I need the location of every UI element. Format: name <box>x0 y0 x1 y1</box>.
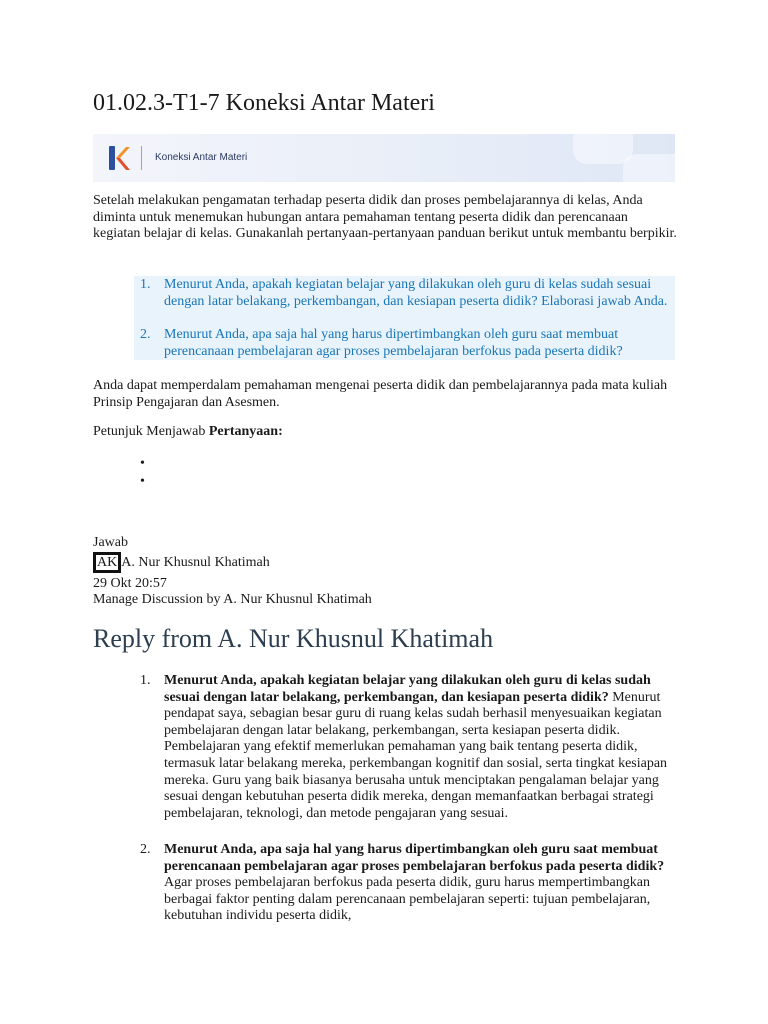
question-number: 1. <box>140 277 151 292</box>
manage-discussion-link[interactable]: Manage Discussion by A. Nur Khusnul Khatimah <box>93 592 372 607</box>
author-line <box>93 552 270 573</box>
answer-text <box>164 842 674 925</box>
answer-text <box>164 673 674 822</box>
banner-decoration <box>573 134 633 164</box>
course-banner <box>93 134 675 182</box>
k-logo-icon <box>107 144 131 172</box>
answer-body: Menurut pendapat saya, sebagian besar guru di ruang kelas sudah berhasil menyesuaikan kegiatan pembelajaran dengan latar belakang, perkembangan, serta kesiapan peserta didik. Pembelajaran yang efektif memerlukan pemahaman yang baik tentang peserta didik, termasuk latar belakang mereka, perkembangan kognitif dan sosial, serta tingkat kesiapan mereka. Guru yang baik biasanya berusaha untuk menciptakan pengalaman belajar yang sesuai dengan kebutuhan peserta didik mereka, dengan memanfaatkan berbagai strategi pembelajaran, teknologi, dan metode pengajaran yang sesuai. <box>164 689 668 821</box>
author-name[interactable]: A. Nur Khusnul Khatimah <box>121 555 270 570</box>
question-number: 2. <box>140 327 151 342</box>
banner-title: Koneksi Antar Materi <box>155 152 248 163</box>
answer-number: 2. <box>140 842 151 857</box>
reply-heading: Reply from A. Nur Khusnul Khatimah <box>93 624 494 653</box>
page-title: 01.02.3-T1-7 Koneksi Antar Materi <box>93 90 435 116</box>
post-timestamp: 29 Okt 20:57 <box>93 576 167 591</box>
banner-divider <box>141 146 142 170</box>
intro-paragraph: Setelah melakukan pengamatan terhadap peserta didik dan proses pembelajarannya di kelas, Anda diminta untuk menemukan hubungan antara pemahaman tentang peserta didik dan perencanaan kegiatan belajar di kelas. Gunakanlah pertanyaan-pertanyaan panduan berikut untuk membantu berpikir. <box>93 193 677 241</box>
question-text: Menurut Anda, apakah kegiatan belajar yang dilakukan oleh guru di kelas sudah sesuai dengan latar belakang, perkembangan, dan kesiapan peserta didik? Elaborasi jawab Anda. <box>164 277 668 309</box>
answer-body: Agar proses pembelajaran berfokus pada peserta didik, guru harus mempertimbangkan berbagai faktor penting dalam perencanaan pembelajaran seperti: tujuan pembelajaran, kebutuhan individu peserta didik, <box>164 875 651 924</box>
deepen-paragraph: Anda dapat memperdalam pemahaman mengenai peserta didik dan pembelajarannya pada mata kuliah Prinsip Pengajaran dan Asesmen. <box>93 378 668 410</box>
avatar[interactable]: AK <box>93 552 121 573</box>
banner-decoration <box>623 154 675 182</box>
instructions-line <box>93 424 678 441</box>
instructions-bold: Pertanyaan: <box>208 424 283 439</box>
jawab-label: Jawab <box>93 535 128 550</box>
answer-question: Menurut Anda, apakah kegiatan belajar yang dilakukan oleh guru di kelas sudah sesuai dengan latar belakang, perkembangan, dan kesiapan peserta didik? <box>164 673 651 705</box>
bullet-item: • <box>140 456 145 471</box>
answer-number: 1. <box>140 673 151 688</box>
instructions-prefix: Petunjuk Menjawab <box>93 424 209 439</box>
question-text: Menurut Anda, apa saja hal yang harus dipertimbangkan oleh guru saat membuat perencanaan pembelajaran agar proses pembelajaran berfokus pada peserta didik? <box>164 327 623 359</box>
bullet-item: • <box>140 474 145 489</box>
answer-question: Menurut Anda, apa saja hal yang harus dipertimbangkan oleh guru saat membuat perencanaan pembelajaran agar proses pembelajaran berfokus pada peserta didik? <box>164 842 665 874</box>
